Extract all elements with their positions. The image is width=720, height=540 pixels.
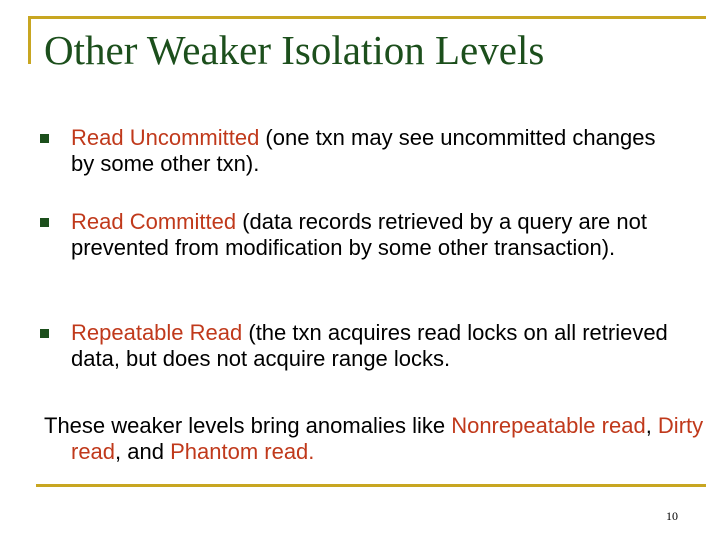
- term-nonrepeatable-read: Nonrepeatable read: [451, 413, 646, 438]
- term-read-committed: Read Committed: [71, 209, 237, 234]
- bullet-text: [71, 320, 680, 372]
- summary-prefix: These weaker levels bring anomalies like: [44, 413, 452, 438]
- bullet-description: (the txn acquires read locks on all retrieved data, but does not acquire range locks.: [71, 320, 668, 371]
- title-frame-left-line: [28, 16, 31, 64]
- bullet-description: (one txn may see uncommitted changes by some other txn).: [71, 125, 656, 176]
- bullet-text: [71, 209, 680, 261]
- summary-paragraph: [44, 413, 711, 465]
- page-number: 10: [666, 509, 678, 523]
- bullet-description: (data records retrieved by a query are not prevented from modification by some other transaction).: [71, 209, 647, 260]
- title-frame-top-line: [28, 16, 706, 19]
- square-bullet-icon: [40, 329, 49, 338]
- term-read-uncommitted: Read Uncommitted: [71, 125, 260, 150]
- footer-rule: [36, 484, 706, 487]
- bullet-text: [71, 125, 680, 177]
- summary-separator: ,: [645, 413, 658, 438]
- square-bullet-icon: [40, 218, 49, 227]
- term-dirty-read: Dirty read: [71, 413, 704, 464]
- slide-title: Other Weaker Isolation Levels: [44, 27, 545, 73]
- bullet-item-read-committed: [40, 209, 680, 261]
- bullet-item-read-uncommitted: [40, 125, 680, 177]
- term-phantom-read: Phantom read.: [170, 439, 315, 464]
- summary-separator: , and: [115, 439, 171, 464]
- square-bullet-icon: [40, 134, 49, 143]
- term-repeatable-read: Repeatable Read: [71, 320, 243, 345]
- bullet-item-repeatable-read: [40, 320, 680, 372]
